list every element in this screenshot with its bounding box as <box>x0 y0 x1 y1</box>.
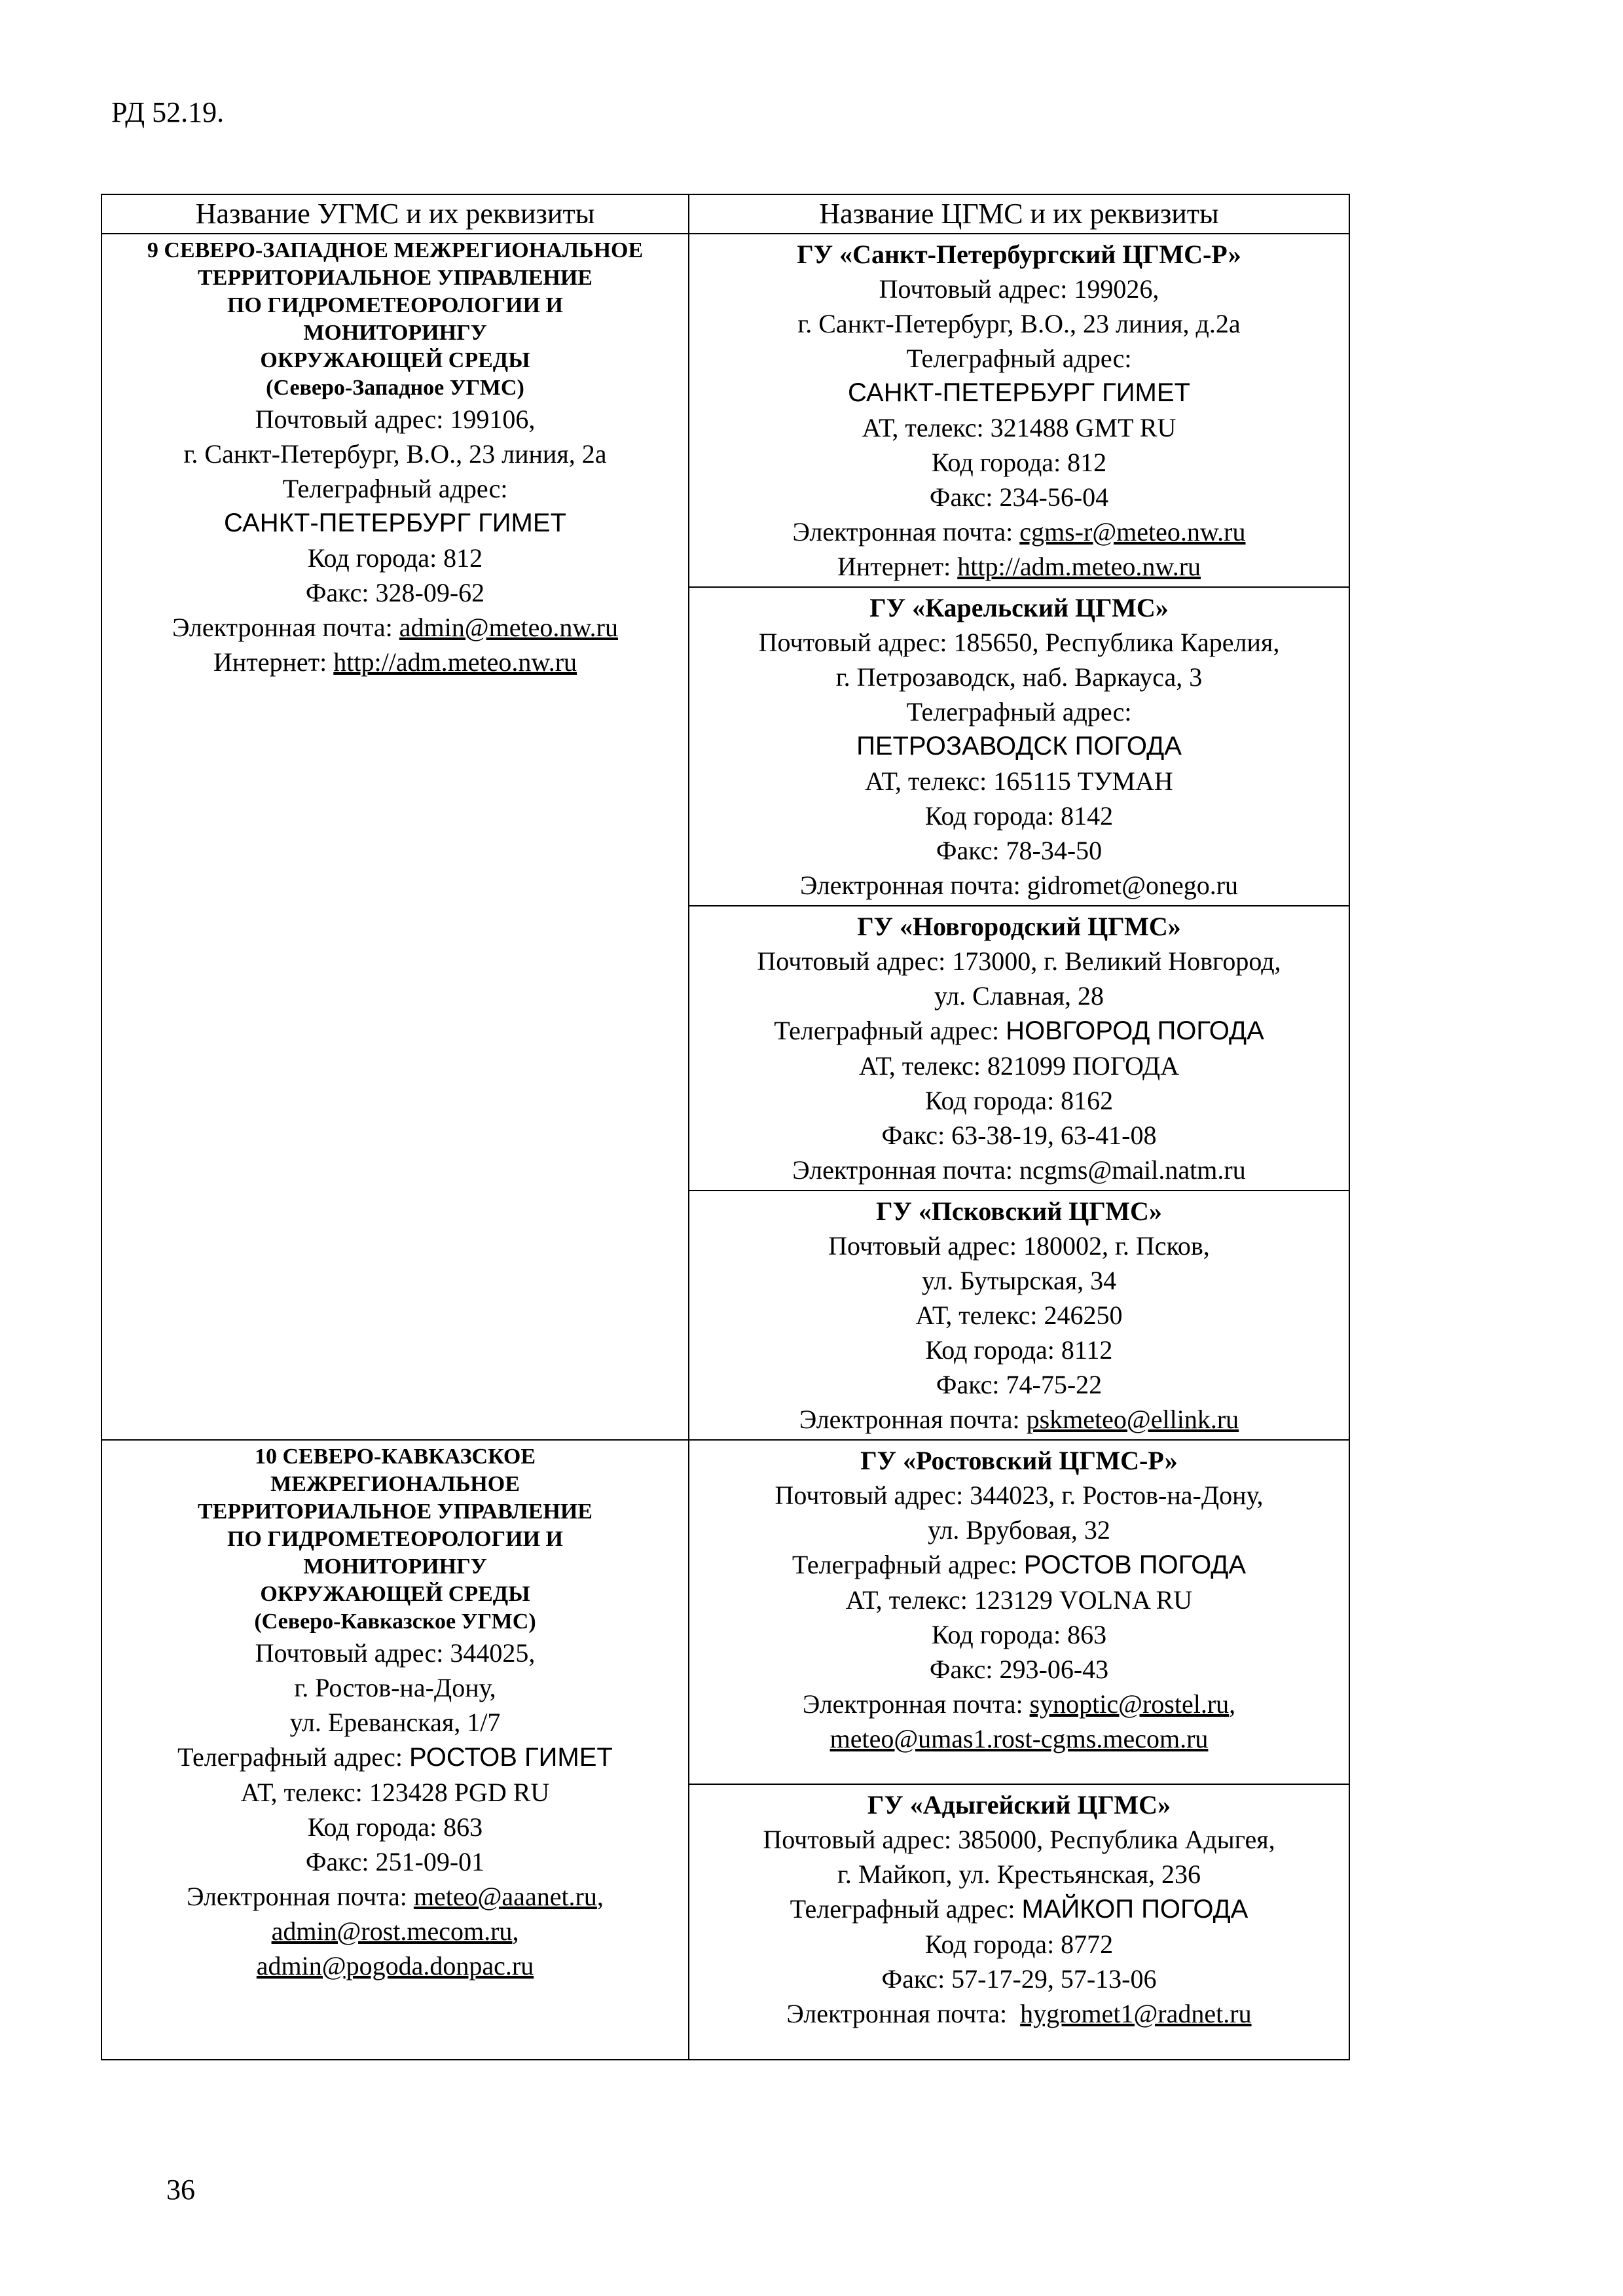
postal-address-line3: ул. Ереванская, 1/7 <box>289 1708 501 1737</box>
city-code: Код города: 863 <box>307 1812 483 1842</box>
postal-address: Почтовый адрес: 344025, <box>255 1638 536 1668</box>
telegraph-label: Телеграфный адрес: <box>774 1016 1006 1045</box>
fax: Факс: 74-75-22 <box>936 1370 1103 1399</box>
ugms-name-line: (Северо-Западное УГМС) <box>266 376 524 400</box>
cgms-name: ГУ «Адыгейский ЦГМС» <box>867 1790 1171 1820</box>
fax: Факс: 234-56-04 <box>929 482 1109 512</box>
email-link[interactable]: admin@pogoda.donpac.ru <box>256 1951 534 1981</box>
email-label: Электронная почта: <box>786 1999 1021 2029</box>
email-line-2: admin@rost.mecom.ru, <box>271 1916 519 1946</box>
fax: Факс: 328-09-62 <box>305 578 485 607</box>
postal-address: Почтовый адрес: 385000, Республика Адыгея, <box>763 1825 1275 1855</box>
email-line <box>696 868 1342 903</box>
telegraph-label: Телеграфный адрес: <box>906 697 1132 726</box>
ugms-name-line: МОНИТОРИНГУ <box>303 1554 487 1579</box>
telex: АТ, телекс: 123428 PGD RU <box>240 1778 550 1807</box>
postal-address-line2: г. Ростов-на-Дону, <box>294 1673 496 1702</box>
ugms-name-line: ТЕРРИТОРИАЛЬНОЕ УПРАВЛЕНИЕ <box>197 1499 593 1524</box>
internet-label: Интернет: <box>213 647 334 677</box>
postal-address-line2: г. Санкт-Петербург, В.О., 23 линия, д.2а <box>797 309 1241 338</box>
ugms-name-line: ПО ГИДРОМЕТЕОРОЛОГИИ И <box>227 293 564 317</box>
email-label: Электронная почта: <box>802 1689 1030 1719</box>
postal-address-line2: ул. Бутырская, 34 <box>921 1266 1117 1295</box>
city-code: Код города: 8162 <box>924 1086 1114 1115</box>
telegraph-label: Телеграфный адрес: <box>792 1550 1024 1579</box>
telegraph-address: МАЙКОП ПОГОДА <box>1021 1895 1249 1924</box>
city-code: Код города: 812 <box>931 448 1107 477</box>
table-row <box>101 234 1349 587</box>
cgms-pskov-cell <box>689 1191 1349 1440</box>
city-code: Код города: 8772 <box>924 1929 1114 1960</box>
telegraph-address: САНКТ-ПЕТЕРБУРГ ГИМЕТ <box>848 378 1190 407</box>
cgms-novgorod-cell <box>689 906 1349 1191</box>
email-line <box>696 1996 1342 2031</box>
email-label: Электронная почта: <box>187 1882 414 1911</box>
telegraph-label: Телеграфный адрес: <box>282 474 508 503</box>
internet-label: Интернет: <box>837 552 958 581</box>
telegraph-address: РОСТОВ ГИМЕТ <box>409 1743 613 1772</box>
offices-table <box>101 194 1350 2060</box>
internet-link[interactable]: http://adm.meteo.nw.ru <box>333 647 577 677</box>
email-link[interactable]: pskmeteo@ellink.ru <box>1026 1405 1239 1434</box>
ugms-name-line: ТЕРРИТОРИАЛЬНОЕ УПРАВЛЕНИЕ <box>197 266 593 290</box>
telex: АТ, телекс: 165115 ТУМАН <box>865 766 1173 796</box>
email-line <box>696 514 1342 549</box>
cgms-name: ГУ «Санкт-Петербургский ЦГМС-Р» <box>797 240 1241 269</box>
postal-address: Почтовый адрес: 199106, <box>255 404 536 434</box>
telegraph-address: РОСТОВ ПОГОДА <box>1023 1551 1247 1579</box>
email-line-3 <box>109 1948 682 1983</box>
cgms-karelia-cell <box>689 587 1349 906</box>
email-link[interactable]: hygromet1@radnet.ru <box>1020 1999 1252 2029</box>
telex: АТ, телекс: 246250 <box>915 1300 1123 1330</box>
cgms-name: ГУ «Карельский ЦГМС» <box>869 593 1169 622</box>
ugms-name-line: ОКРУЖАЮЩЕЙ СРЕДЫ <box>260 1582 530 1606</box>
email-line <box>696 1402 1342 1437</box>
telex: АТ, телекс: 123129 VOLNA RU <box>845 1585 1193 1615</box>
cgms-spb-cell <box>689 234 1349 587</box>
telegraph-label: Телеграфный адрес: <box>177 1742 409 1772</box>
telegraph-address: ПЕТРОЗАВОДСК ПОГОДА <box>856 732 1182 761</box>
email-link[interactable]: cgms-r@meteo.nw.ru <box>1019 517 1246 547</box>
page-number: 36 <box>166 2174 195 2206</box>
telex: АТ, телекс: 321488 GMT RU <box>862 413 1176 442</box>
email-label: Электронная почта: <box>799 870 1027 900</box>
email-link[interactable]: admin@meteo.nw.ru <box>399 613 618 642</box>
ugms-name-line: ОКРУЖАЮЩЕЙ СРЕДЫ <box>260 348 530 372</box>
telegraph-label: Телеграфный адрес: <box>906 344 1132 373</box>
cgms-adygea-cell <box>689 1784 1349 2060</box>
postal-address-line2: г. Петрозаводск, наб. Варкауса, 3 <box>835 662 1203 692</box>
ugms-name-line: (Северо-Кавказское УГМС) <box>254 1609 536 1634</box>
fax: Факс: 57-17-29, 57-13-06 <box>881 1964 1157 1994</box>
email-line: Электронная почта: synoptic@rostel.ru, <box>802 1689 1236 1719</box>
cgms-name: ГУ «Новгородский ЦГМС» <box>857 912 1181 941</box>
city-code: Код города: 8142 <box>924 801 1114 831</box>
ugms-north-caucasus-cell <box>101 1440 689 2060</box>
ugms-name-line: МЕЖРЕГИОНАЛЬНОЕ <box>270 1472 520 1496</box>
column-header-ugms: Название УГМС и их реквизиты <box>101 194 689 234</box>
cgms-rostov-cell <box>689 1440 1349 1784</box>
postal-address: Почтовый адрес: 199026, <box>879 274 1159 304</box>
postal-address-line2: г. Майкоп, ул. Крестьянская, 236 <box>837 1859 1201 1890</box>
table-header-row <box>101 194 1349 234</box>
city-code: Код города: 8112 <box>925 1335 1113 1365</box>
ugms-northwest-cell <box>101 234 689 1440</box>
email-line: Электронная почта: meteo@aaanet.ru, <box>187 1882 604 1911</box>
fax: Факс: 251-09-01 <box>305 1847 485 1876</box>
fax: Факс: 293-06-43 <box>929 1655 1109 1684</box>
column-header-cgms: Название ЦГМС и их реквизиты <box>689 194 1349 234</box>
ugms-name-line: ПО ГИДРОМЕТЕОРОЛОГИИ И <box>227 1527 564 1551</box>
postal-address-line2: ул. Славная, 28 <box>934 981 1104 1011</box>
telex: АТ, телекс: 821099 ПОГОДА <box>858 1051 1180 1081</box>
email-label: Электронная почта: <box>792 517 1020 547</box>
internet-line <box>696 549 1342 584</box>
document-code: РД 52.19. <box>111 96 225 128</box>
telegraph-line <box>696 1013 1342 1049</box>
telegraph-line <box>109 1740 682 1775</box>
email-link[interactable]: meteo@aaanet.ru <box>413 1882 597 1911</box>
email-label: Электронная почта: <box>172 613 399 642</box>
table-row <box>101 1440 1349 1784</box>
email-label: Электронная почта: <box>799 1405 1027 1434</box>
telegraph-label: Телеграфный адрес: <box>790 1894 1022 1924</box>
ugms-name-line: МОНИТОРИНГУ <box>303 321 487 345</box>
postal-address: Почтовый адрес: 185650, Республика Карелия, <box>758 628 1280 657</box>
internet-line <box>109 645 682 679</box>
telegraph-line <box>696 1547 1342 1583</box>
telegraph-address: НОВГОРОД ПОГОДА <box>1006 1016 1264 1045</box>
email-line <box>696 1153 1342 1187</box>
email-link[interactable]: admin@rost.mecom.ru <box>271 1916 513 1946</box>
email-line-2 <box>696 1721 1342 1756</box>
city-code: Код города: 812 <box>307 543 483 573</box>
postal-address-line2: г. Санкт-Петербург, В.О., 23 линия, 2а <box>183 439 607 469</box>
postal-address: Почтовый адрес: 173000, г. Великий Новгород, <box>757 946 1281 976</box>
telegraph-address: САНКТ-ПЕТЕРБУРГ ГИМЕТ <box>224 509 566 537</box>
email-link[interactable]: synoptic@rostel.ru <box>1029 1689 1230 1719</box>
postal-address: Почтовый адрес: 180002, г. Псков, <box>828 1231 1210 1261</box>
city-code: Код города: 863 <box>931 1620 1107 1649</box>
telegraph-line <box>696 1892 1342 1927</box>
email-link[interactable]: meteo@umas1.rost-cgms.mecom.ru <box>830 1724 1209 1753</box>
email-label: Электронная почта: <box>792 1155 1020 1185</box>
postal-address: Почтовый адрес: 344023, г. Ростов-на-Дону, <box>775 1480 1264 1510</box>
email-line <box>109 610 682 645</box>
fax: Факс: 63-38-19, 63-41-08 <box>881 1121 1157 1150</box>
ugms-name-line: 10 СЕВЕРО-КАВКАЗСКОЕ <box>254 1444 536 1469</box>
fax: Факс: 78-34-50 <box>936 836 1103 865</box>
email-address: gidromet@onego.ru <box>1027 870 1239 900</box>
internet-link[interactable]: http://adm.meteo.nw.ru <box>957 552 1201 581</box>
cgms-name: ГУ «Ростовский ЦГМС-Р» <box>860 1446 1178 1475</box>
ugms-name-line: 9 СЕВЕРО-ЗАПАДНОЕ МЕЖРЕГИОНАЛЬНОЕ <box>147 238 644 262</box>
cgms-name: ГУ «Псковский ЦГМС» <box>876 1196 1162 1226</box>
email-address: ncgms@mail.natm.ru <box>1019 1155 1246 1185</box>
postal-address-line2: ул. Врубовая, 32 <box>928 1515 1110 1545</box>
